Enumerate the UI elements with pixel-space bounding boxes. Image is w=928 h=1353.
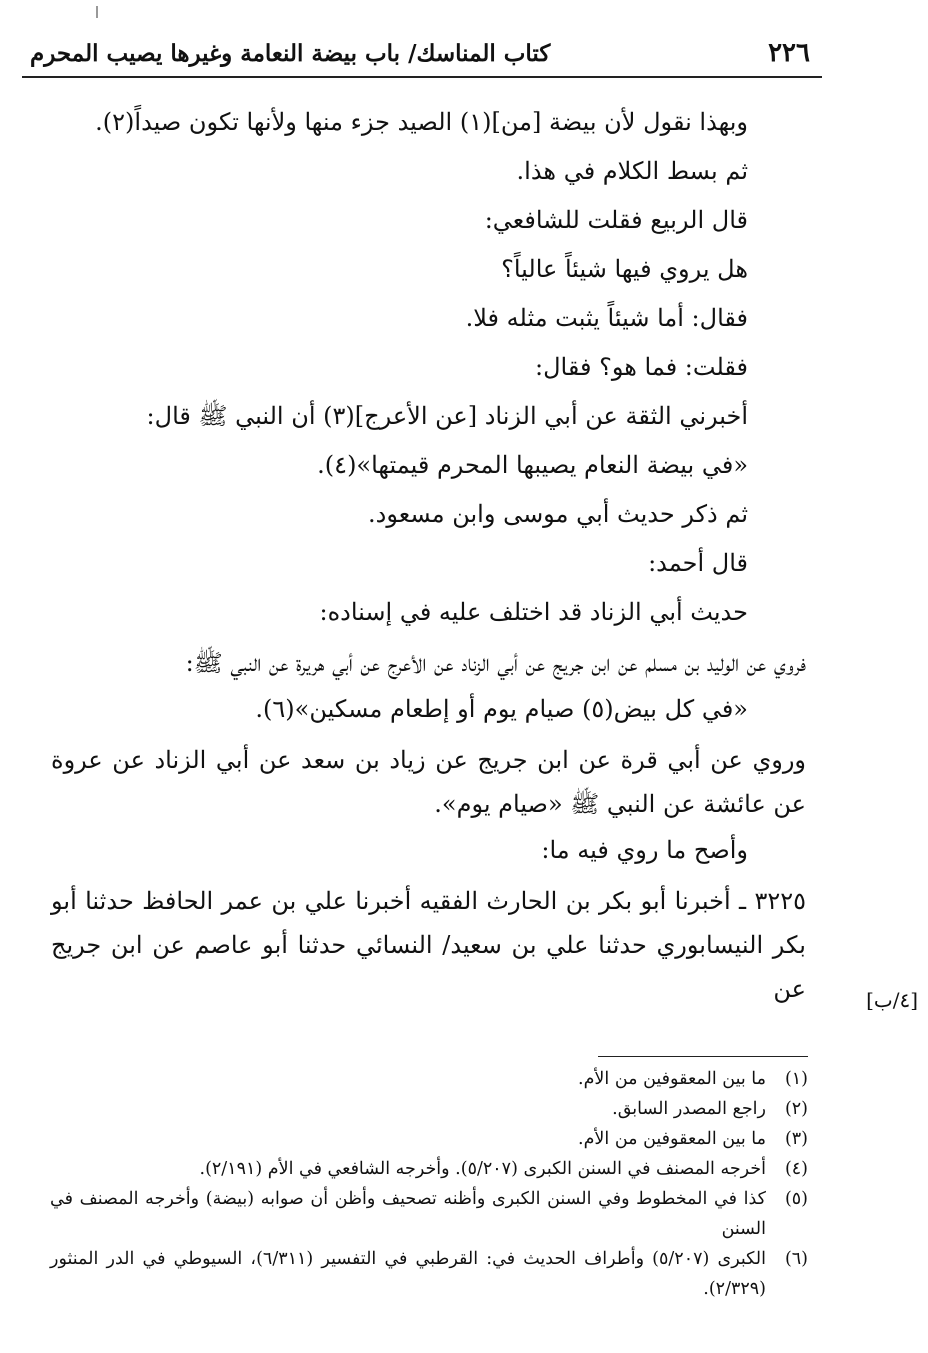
footnote [50, 1154, 808, 1184]
text-line: ثم ذكر حديث أبي موسى وابن مسعود. [368, 500, 748, 528]
footnote-number: (٤) [784, 1159, 808, 1179]
running-title: كتاب المناسك/ باب بيضة النعامة وغيرها يصيب المحرم [30, 40, 551, 67]
footnote-text: ما بين المعقوفين من الأم. [578, 1069, 766, 1089]
footnote [50, 1064, 808, 1094]
footnote-number: (١) [784, 1069, 808, 1089]
paragraph-narration-1: فروي عن الوليد بن مسلم عن ابن جريج عن أبي الزناد عن الأعرج عن أبي هريرة عن النبي ﷺ: [185, 649, 806, 677]
paragraph-hadith-3225: ٣٢٢٥ ـ أخبرنا أبو بكر بن الحارث الفقيه أخبرنا علي بن عمر الحافظ حدثنا أبو بكر النيسابوري حدثنا علي بن سعيد/ النسائي حدثنا أبو عاصم عن ابن جريج عن [51, 887, 806, 1003]
text-line: «في كل بيض(٥) صيام يوم أو إطعام مسكين»(٦). [255, 695, 748, 723]
text-line: فقلت: فما هو؟ فقال: [535, 353, 748, 381]
footnote-text: راجع المصدر السابق. [612, 1099, 766, 1119]
page-number: ٢٢٦ [768, 38, 810, 68]
main-text [50, 98, 806, 1011]
manuscript-folio-reference: [٤/ب] [866, 988, 918, 1012]
footnote-text: أخرجه المصنف في السنن الكبرى (٥/٢٠٧). وأخرجه الشافعي في الأم (٢/١٩١). [199, 1159, 766, 1179]
footnote [50, 1094, 808, 1124]
footnote [50, 1244, 808, 1304]
footnote-text: كذا في المخطوط وفي السنن الكبرى وأظنه تصحيف وأظن أن صوابه (بيضة) وأخرجه المصنف في السنن [50, 1189, 766, 1239]
footnote-number: (٦) [784, 1249, 808, 1269]
text-line: ثم بسط الكلام في هذا. [516, 157, 748, 185]
text-line: وبهذا نقول لأن بيضة [من](١) الصيد جزء منها ولأنها تكون صيداً(٢). [95, 108, 748, 136]
footnotes [50, 1064, 808, 1304]
text-line: فقال: أما شيئاً يثبت مثله فلا. [465, 304, 748, 332]
footnote-number: (٢) [784, 1099, 808, 1119]
text-line: قال أحمد: [648, 549, 748, 577]
footnote-number: (٥) [784, 1189, 808, 1209]
footnote-text: الكبرى (٥/٢٠٧) وأطراف الحديث في: القرطبي في التفسير (٦/٣١١)، السيوطي في الدر المنثور (٢/٣٢٩). [50, 1249, 766, 1299]
page-header [22, 36, 822, 78]
text-line: قال الربيع فقلت للشافعي: [484, 206, 748, 234]
text-line: هل يروي فيها شيئاً عالياً؟ [501, 255, 748, 283]
footnote [50, 1184, 808, 1244]
footnote-divider [598, 1056, 808, 1057]
text-line: أخبرني الثقة عن أبي الزناد [عن الأعرج](٣) أن النبي ﷺ قال: [146, 402, 748, 430]
footnote [50, 1124, 808, 1154]
footnote-number: (٣) [784, 1129, 808, 1149]
footnote-text: ما بين المعقوفين من الأم. [578, 1129, 766, 1149]
text-line: «في بيضة النعام يصيبها المحرم قيمتها»(٤). [317, 451, 748, 479]
text-line: وأصح ما روي فيه ما: [541, 836, 748, 864]
scan-mark [96, 6, 98, 18]
text-line: حديث أبي الزناد قد اختلف عليه في إسناده: [319, 598, 748, 626]
paragraph-narration-2: وروي عن أبي قرة عن ابن جريج عن زياد بن سعد عن أبي الزناد عن عروة عن عائشة عن النبي ﷺ «صيام يوم». [51, 746, 806, 818]
